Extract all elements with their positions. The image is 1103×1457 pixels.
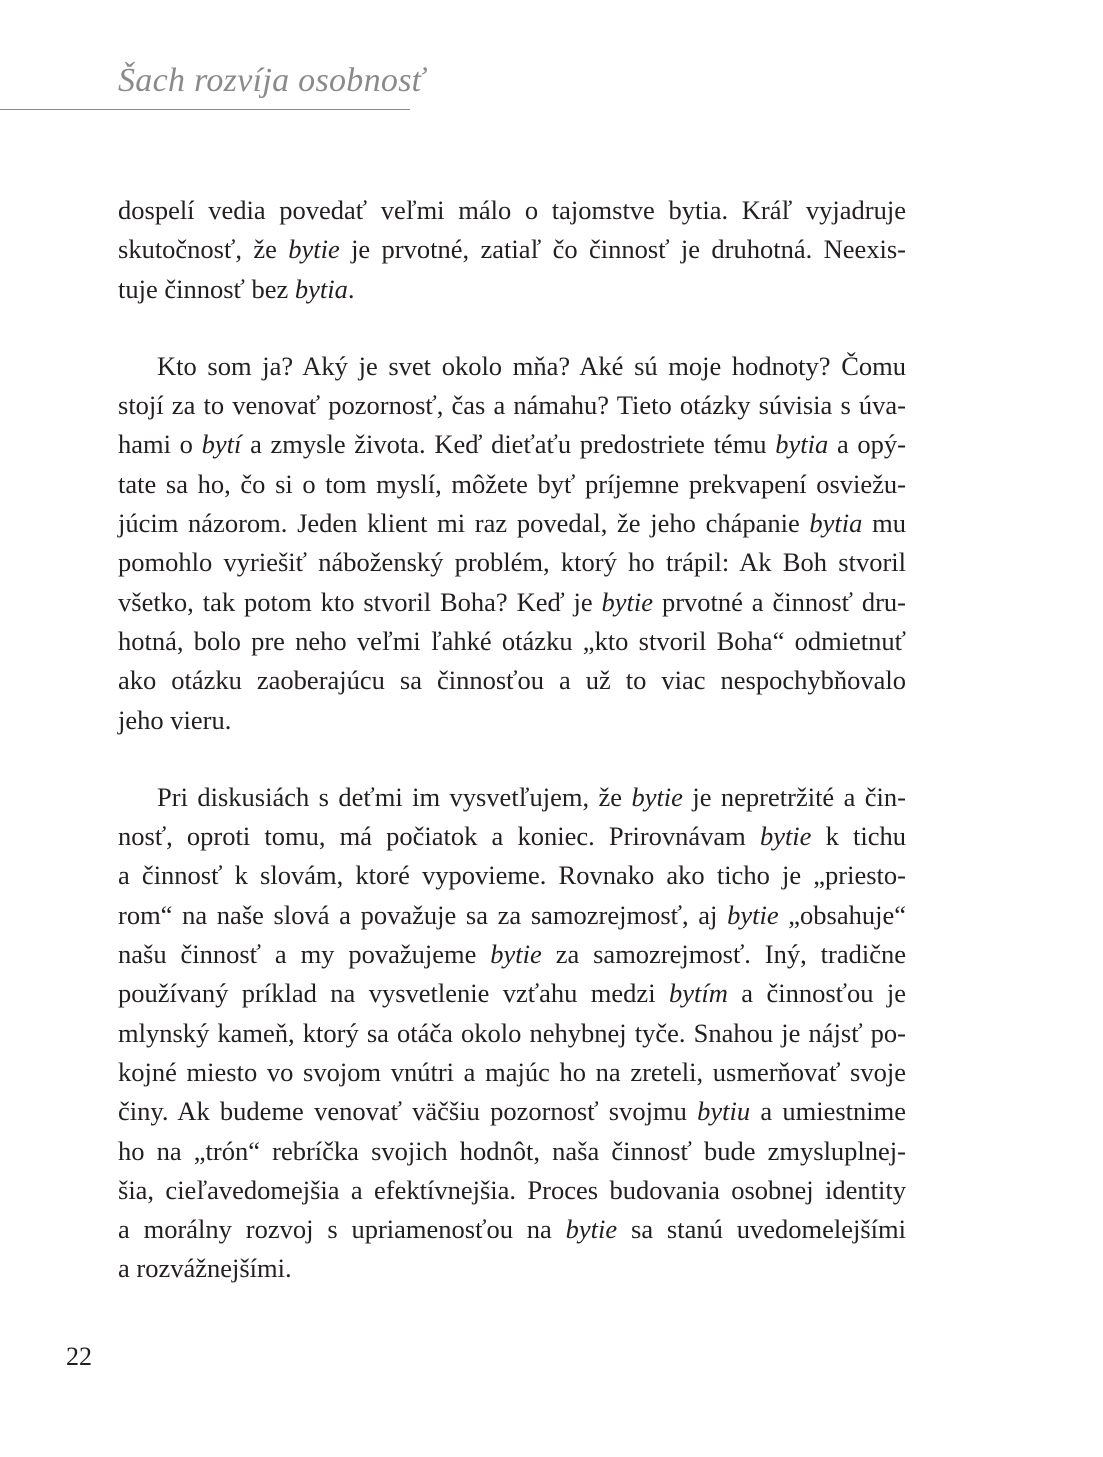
text-run: júcim názorom. Jeden klient mi raz povedal, že jeho chápanie [118, 508, 810, 539]
text-run: kojné miesto vo svojom vnútri a majúc ho na zreteli, usmerňovať svoje [118, 1056, 906, 1087]
body-text [118, 191, 906, 1289]
text-run: a činnosťou je [727, 978, 906, 1009]
running-head-title: Šach rozvíja osobnosť [118, 62, 425, 99]
text-run: je nepretržité a čin- [682, 781, 906, 812]
text-run: nosť, oproti tomu, má počiatok a koniec. Prirovnávam [118, 821, 760, 852]
text-line [118, 974, 906, 1013]
text-line [118, 1053, 906, 1092]
text-run: k tichu [811, 821, 906, 852]
text-run: a rozvážnejšími. [118, 1253, 292, 1284]
paragraph [118, 778, 906, 1289]
text-run: ho na „trón“ rebríčka svojich hodnôt, naša činnosť bude zmysluplnej- [118, 1135, 906, 1166]
text-run: mu [862, 508, 906, 539]
text-line [118, 386, 906, 425]
italic-term: bytie [631, 781, 683, 812]
text-line [118, 935, 906, 974]
italic-term: bytím [668, 978, 728, 1009]
text-line [118, 817, 906, 856]
text-run: našu činnosť a my považujeme [118, 939, 491, 970]
header-rule [0, 109, 410, 110]
text-run: ako otázku zaoberajúcu sa činnosťou a už to viac nespochybňovalo [118, 665, 906, 696]
text-line [118, 1171, 906, 1210]
text-line [118, 701, 906, 740]
text-line [118, 504, 906, 543]
text-line [118, 622, 906, 661]
text-run: a umiestnime [750, 1096, 906, 1127]
text-run: stojí za to venovať pozornosť, čas a námahu? Tieto otázky súvisia s úva- [118, 390, 906, 421]
text-line [118, 425, 906, 464]
italic-term: bytia [294, 273, 348, 304]
text-run: pomohlo vyriešiť náboženský problém, ktorý ho trápil: Ak Boh stvoril [118, 547, 906, 578]
italic-term: bytie [759, 821, 812, 852]
text-run: a morálny rozvoj s upriamenosťou na [118, 1214, 566, 1245]
text-line [118, 661, 906, 700]
text-line [118, 1210, 906, 1249]
text-run: skutočnosť, že [118, 234, 289, 265]
text-run: tate sa ho, čo si o tom myslí, môžete byť príjemne prekvapení osviežu- [118, 468, 906, 499]
paragraph-gap [118, 740, 906, 778]
text-run: šia, cieľavedomejšia a efektívnejšia. Proces budovania osobnej identity [118, 1174, 906, 1205]
text-line [118, 896, 906, 935]
text-run: a opý- [828, 429, 906, 460]
paragraph-gap [118, 309, 906, 347]
text-line [118, 543, 906, 582]
text-line [118, 1249, 906, 1288]
text-run: prvotné a činnosť dru- [653, 586, 907, 617]
italic-term: bytie [565, 1214, 618, 1245]
text-run: jeho vieru. [118, 704, 232, 735]
text-run: činy. Ak budeme venovať väčšiu pozornosť svojmu [118, 1096, 698, 1127]
page-number: 22 [66, 1342, 92, 1371]
text-run: Kto som ja? Aký je svet okolo mňa? Aké sú moje hodnoty? Čomu [157, 350, 906, 381]
text-run: . [347, 273, 355, 304]
text-run: rom“ na naše slová a považuje sa za samozrejmosť, aj [118, 899, 728, 930]
text-run: dospelí vedia povedať veľmi málo o tajomstve bytia. Kráľ vyjadruje [118, 195, 906, 225]
italic-term: bytie [727, 899, 779, 930]
text-line [118, 1014, 906, 1053]
text-line [118, 270, 906, 309]
italic-term: bytiu [697, 1096, 751, 1127]
italic-term: bytia [775, 429, 829, 460]
text-run: mlynský kameň, ktorý sa otáča okolo nehybnej tyče. Snahou je nájsť po- [118, 1017, 906, 1048]
paragraph [118, 347, 906, 740]
paragraph [118, 191, 906, 309]
text-line [118, 230, 906, 269]
text-run: a zmysle života. Keď dieťaťu predostriete tému [241, 429, 776, 460]
text-line [118, 465, 906, 504]
text-line [118, 778, 906, 817]
italic-term: bytí [201, 429, 242, 460]
text-run: hami o [118, 429, 202, 460]
text-run: Pri diskusiách s deťmi im vysvetľujem, že [157, 781, 632, 812]
text-run: všetko, tak potom kto stvoril Boha? Keď je [118, 586, 602, 617]
text-run: za samozrejmosť. Iný, tradične [541, 939, 906, 970]
italic-term: bytie [288, 234, 340, 265]
text-line [118, 1132, 906, 1171]
text-line [118, 347, 906, 386]
text-run: „obsahuje“ [778, 899, 907, 930]
text-line [118, 856, 906, 895]
text-line [118, 1092, 906, 1131]
text-run: sa stanú uvedomelejšími [617, 1214, 906, 1245]
text-run: a činnosť k slovám, ktoré vypovieme. Rovnako ako ticho je „priesto- [118, 860, 906, 891]
italic-term: bytie [490, 939, 542, 970]
italic-term: bytia [809, 508, 863, 539]
text-run: je prvotné, zatiaľ čo činnosť je druhotná. Neexis- [339, 234, 906, 265]
text-line [118, 191, 906, 230]
text-run: tuje činnosť bez [118, 273, 295, 304]
italic-term: bytie [601, 586, 654, 617]
text-line [118, 583, 906, 622]
text-run: hotná, bolo pre neho veľmi ľahké otázku „kto stvoril Boha“ odmietnuť [118, 625, 906, 656]
text-run: používaný príklad na vysvetlenie vzťahu medzi [118, 978, 669, 1009]
